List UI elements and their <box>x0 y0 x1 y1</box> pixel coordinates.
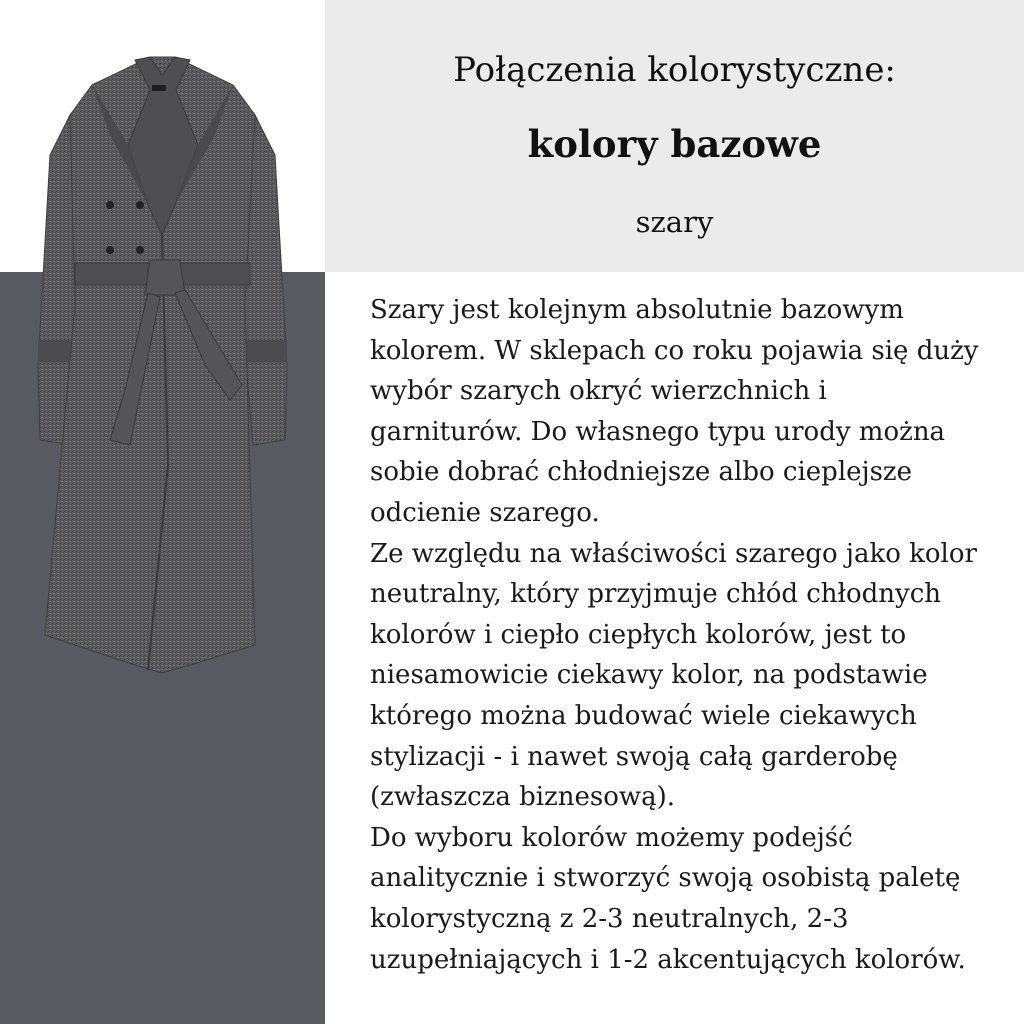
body-text <box>370 290 1020 980</box>
grey-wool-coat-icon <box>30 45 295 680</box>
body-line: sobie dobrać chłodniejsze albo cieplejsze <box>370 457 913 488</box>
body-line: stylizacji - i nawet swoją całą garderobę <box>370 741 898 772</box>
body-line: odcienie szarego. <box>370 497 600 528</box>
body-line: którego można budować wiele ciekawych <box>370 700 917 731</box>
body-line: wybór szarych okryć wierzchnich i <box>370 376 827 407</box>
body-line: kolorem. W sklepach co roku pojawia się duży <box>370 335 979 366</box>
body-line: niesamowicie ciekawy kolor, na podstawie <box>370 660 928 691</box>
body-line: kolorów i ciepło ciepłych kolorów, jest to <box>370 619 907 650</box>
body-line: uzupełniających i 1-2 akcentujących kolorów. <box>370 944 966 975</box>
body-line: garniturów. Do własnego typu urody można <box>370 416 946 447</box>
page-subtitle: kolory bazowe <box>527 122 822 166</box>
body-line: analitycznie i stworzyć swoją osobistą paletę <box>370 863 961 894</box>
body-line: kolorystyczną z 2-3 neutralnych, 2-3 <box>370 903 849 934</box>
body-line: Ze względu na właściwości szarego jako kolor <box>370 538 977 569</box>
body-line: Szary jest kolejnym absolutnie bazowym <box>370 295 904 325</box>
body-line: neutralny, który przyjmuje chłód chłodnych <box>370 579 942 610</box>
page-title: Połączenia kolorystyczne: <box>453 50 896 90</box>
body-line: (zwłaszcza biznesową). <box>370 782 676 813</box>
color-name: szary <box>635 205 714 239</box>
body-line: Do wyboru kolorów możemy podejść <box>370 822 853 853</box>
